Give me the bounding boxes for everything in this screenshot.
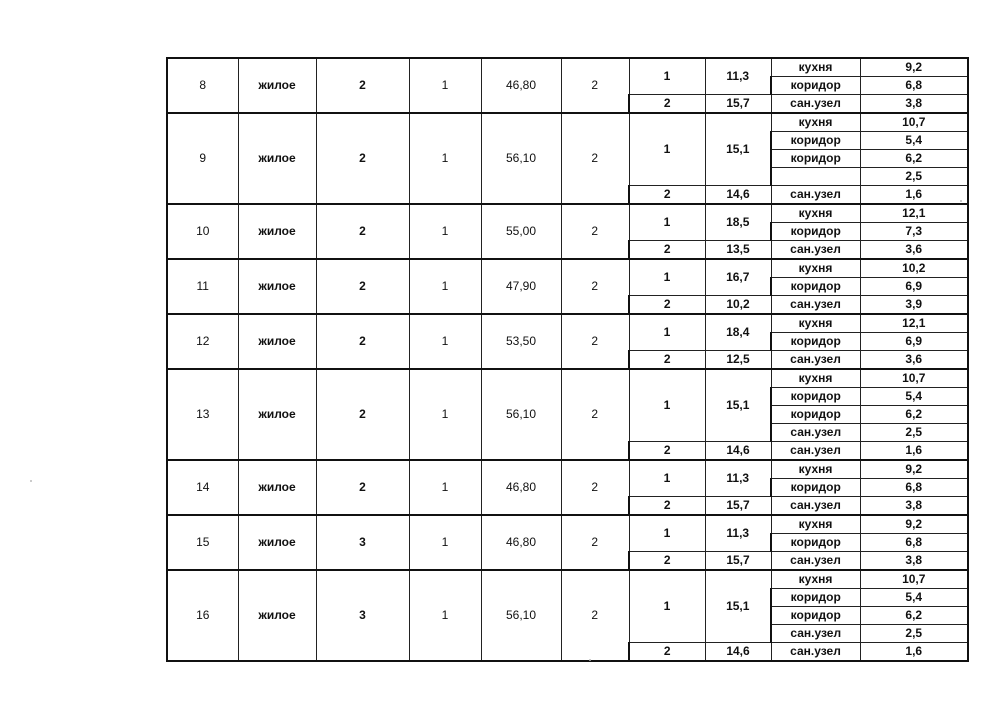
count-cell: 1 [409,369,481,460]
aux-room-area-cell: 5,4 [860,132,968,150]
aux-room-area-cell: 7,3 [860,223,968,241]
aux-room-area-cell: 9,2 [860,515,968,534]
floor-cell: 2 [316,460,409,515]
aux-room-name-cell: кухня [771,204,860,223]
room-number-cell: 1 [629,369,705,442]
aux-room-name-cell: коридор [771,132,860,150]
aux-room-name-cell: коридор [771,223,860,241]
table-row [167,460,968,479]
aux-room-name-cell: коридор [771,388,860,406]
aux-room-area-cell: 1,6 [860,186,968,205]
scan-speck [30,480,32,482]
rooms-count-cell: 2 [561,58,629,113]
aux-room-name-cell: кухня [771,570,860,589]
aux-room-name-cell: сан.узел [771,95,860,114]
aux-room-name-cell: кухня [771,58,860,77]
rooms-count-cell: 2 [561,204,629,259]
room-area-cell: 11,3 [705,58,771,95]
apartment-number-cell: 9 [167,113,238,204]
room-area-cell: 14,6 [705,186,771,205]
rooms-count-cell: 2 [561,113,629,204]
aux-room-name-cell: кухня [771,515,860,534]
floor-cell: 2 [316,113,409,204]
aux-room-area-cell: 3,6 [860,241,968,260]
room-number-cell: 1 [629,460,705,497]
floor-cell: 2 [316,204,409,259]
apartment-number-cell: 8 [167,58,238,113]
aux-room-area-cell: 3,9 [860,296,968,315]
rooms-count-cell: 2 [561,259,629,314]
rooms-count-cell: 2 [561,570,629,661]
aux-room-name-cell: коридор [771,150,860,168]
apartment-group [167,369,968,460]
rooms-count-cell: 2 [561,369,629,460]
room-area-cell: 10,2 [705,296,771,315]
rooms-count-cell: 2 [561,460,629,515]
premises-type-cell: жилое [238,314,316,369]
aux-room-name-cell: сан.узел [771,186,860,205]
apartment-group [167,570,968,661]
aux-room-name-cell: сан.узел [771,241,860,260]
total-area-cell: 56,10 [481,570,561,661]
aux-room-name-cell: кухня [771,259,860,278]
premises-type-cell: жилое [238,58,316,113]
premises-type-cell: жилое [238,570,316,661]
aux-room-name-cell: кухня [771,314,860,333]
aux-room-name-cell: сан.узел [771,296,860,315]
floor-cell: 2 [316,369,409,460]
aux-room-name-cell: кухня [771,113,860,132]
aux-room-area-cell: 3,8 [860,552,968,571]
aux-room-name-cell: сан.узел [771,424,860,442]
table-row [167,58,968,77]
room-number-cell: 2 [629,442,705,461]
room-area-cell: 18,4 [705,314,771,351]
premises-type-cell: жилое [238,515,316,570]
room-number-cell: 1 [629,515,705,552]
room-number-cell: 2 [629,552,705,571]
premises-type-cell: жилое [238,369,316,460]
aux-room-name-cell: коридор [771,278,860,296]
aux-room-area-cell: 6,2 [860,150,968,168]
table-row [167,369,968,388]
total-area-cell: 46,80 [481,460,561,515]
aux-room-area-cell: 12,1 [860,204,968,223]
apartment-number-cell: 11 [167,259,238,314]
count-cell: 1 [409,259,481,314]
aux-room-area-cell: 5,4 [860,388,968,406]
room-number-cell: 1 [629,113,705,186]
aux-room-name-cell: коридор [771,333,860,351]
apartment-group [167,259,968,314]
aux-room-area-cell: 3,8 [860,95,968,114]
aux-room-area-cell: 5,4 [860,589,968,607]
table-row [167,314,968,333]
aux-room-area-cell: 9,2 [860,58,968,77]
count-cell: 1 [409,515,481,570]
aux-room-name-cell: сан.узел [771,497,860,516]
scan-speck [960,200,962,202]
room-number-cell: 2 [629,186,705,205]
aux-room-name-cell: сан.узел [771,552,860,571]
aux-room-area-cell: 6,8 [860,479,968,497]
apartment-number-cell: 12 [167,314,238,369]
room-area-cell: 11,3 [705,460,771,497]
count-cell: 1 [409,113,481,204]
apartment-group [167,113,968,204]
aux-room-area-cell: 9,2 [860,460,968,479]
room-area-cell: 13,5 [705,241,771,260]
room-number-cell: 2 [629,296,705,315]
aux-room-name-cell: сан.узел [771,625,860,643]
room-area-cell: 15,1 [705,570,771,643]
count-cell: 1 [409,58,481,113]
aux-room-area-cell: 3,8 [860,497,968,516]
scan-speck [589,659,591,661]
premises-type-cell: жилое [238,113,316,204]
aux-room-area-cell: 3,6 [860,351,968,370]
room-number-cell: 2 [629,351,705,370]
total-area-cell: 56,10 [481,369,561,460]
table-row [167,113,968,132]
aux-room-area-cell: 12,1 [860,314,968,333]
apartment-group [167,314,968,369]
total-area-cell: 56,10 [481,113,561,204]
aux-room-area-cell: 6,2 [860,406,968,424]
aux-room-area-cell: 6,8 [860,534,968,552]
count-cell: 1 [409,204,481,259]
room-number-cell: 2 [629,241,705,260]
aux-room-name-cell: коридор [771,607,860,625]
aux-room-area-cell: 6,2 [860,607,968,625]
room-number-cell: 2 [629,643,705,662]
apartment-table [166,57,969,662]
total-area-cell: 53,50 [481,314,561,369]
floor-cell: 2 [316,58,409,113]
room-area-cell: 15,1 [705,369,771,442]
room-area-cell: 18,5 [705,204,771,241]
room-number-cell: 2 [629,95,705,114]
table-row [167,259,968,278]
room-number-cell: 1 [629,259,705,296]
apartment-number-cell: 16 [167,570,238,661]
room-number-cell: 1 [629,314,705,351]
total-area-cell: 47,90 [481,259,561,314]
count-cell: 1 [409,570,481,661]
table-row [167,204,968,223]
aux-room-area-cell: 6,8 [860,77,968,95]
rooms-count-cell: 2 [561,515,629,570]
total-area-cell: 46,80 [481,58,561,113]
room-area-cell: 15,7 [705,497,771,516]
floor-cell: 2 [316,314,409,369]
count-cell: 1 [409,460,481,515]
aux-room-name-cell: сан.узел [771,643,860,662]
room-number-cell: 1 [629,204,705,241]
apartment-group [167,58,968,113]
aux-room-name-cell: кухня [771,460,860,479]
room-area-cell: 16,7 [705,259,771,296]
aux-room-name-cell: коридор [771,406,860,424]
count-cell: 1 [409,314,481,369]
room-area-cell: 15,1 [705,113,771,186]
apartment-number-cell: 10 [167,204,238,259]
aux-room-area-cell: 2,5 [860,625,968,643]
room-area-cell: 15,7 [705,95,771,114]
room-area-cell: 12,5 [705,351,771,370]
total-area-cell: 55,00 [481,204,561,259]
room-number-cell: 2 [629,497,705,516]
floor-cell: 3 [316,515,409,570]
aux-room-name-cell: коридор [771,534,860,552]
floor-cell: 3 [316,570,409,661]
apartment-group [167,460,968,515]
aux-room-name-cell: коридор [771,479,860,497]
aux-room-name-cell [771,168,860,186]
aux-room-area-cell: 10,7 [860,369,968,388]
aux-room-area-cell: 6,9 [860,333,968,351]
aux-room-area-cell: 6,9 [860,278,968,296]
premises-type-cell: жилое [238,204,316,259]
aux-room-area-cell: 10,7 [860,570,968,589]
rooms-count-cell: 2 [561,314,629,369]
aux-room-area-cell: 1,6 [860,643,968,662]
aux-room-name-cell: сан.узел [771,442,860,461]
aux-room-area-cell: 2,5 [860,168,968,186]
room-number-cell: 1 [629,570,705,643]
apartment-number-cell: 14 [167,460,238,515]
aux-room-area-cell: 10,7 [860,113,968,132]
aux-room-name-cell: коридор [771,77,860,95]
table-row [167,515,968,534]
room-area-cell: 15,7 [705,552,771,571]
aux-room-name-cell: коридор [771,589,860,607]
room-area-cell: 11,3 [705,515,771,552]
apartment-number-cell: 15 [167,515,238,570]
aux-room-area-cell: 1,6 [860,442,968,461]
apartment-group [167,204,968,259]
room-number-cell: 1 [629,58,705,95]
aux-room-area-cell: 10,2 [860,259,968,278]
table-row [167,570,968,589]
apartment-number-cell: 13 [167,369,238,460]
premises-type-cell: жилое [238,259,316,314]
premises-type-cell: жилое [238,460,316,515]
room-area-cell: 14,6 [705,643,771,662]
aux-room-name-cell: сан.узел [771,351,860,370]
apartment-group [167,515,968,570]
aux-room-area-cell: 2,5 [860,424,968,442]
total-area-cell: 46,80 [481,515,561,570]
floor-cell: 2 [316,259,409,314]
aux-room-name-cell: кухня [771,369,860,388]
room-area-cell: 14,6 [705,442,771,461]
